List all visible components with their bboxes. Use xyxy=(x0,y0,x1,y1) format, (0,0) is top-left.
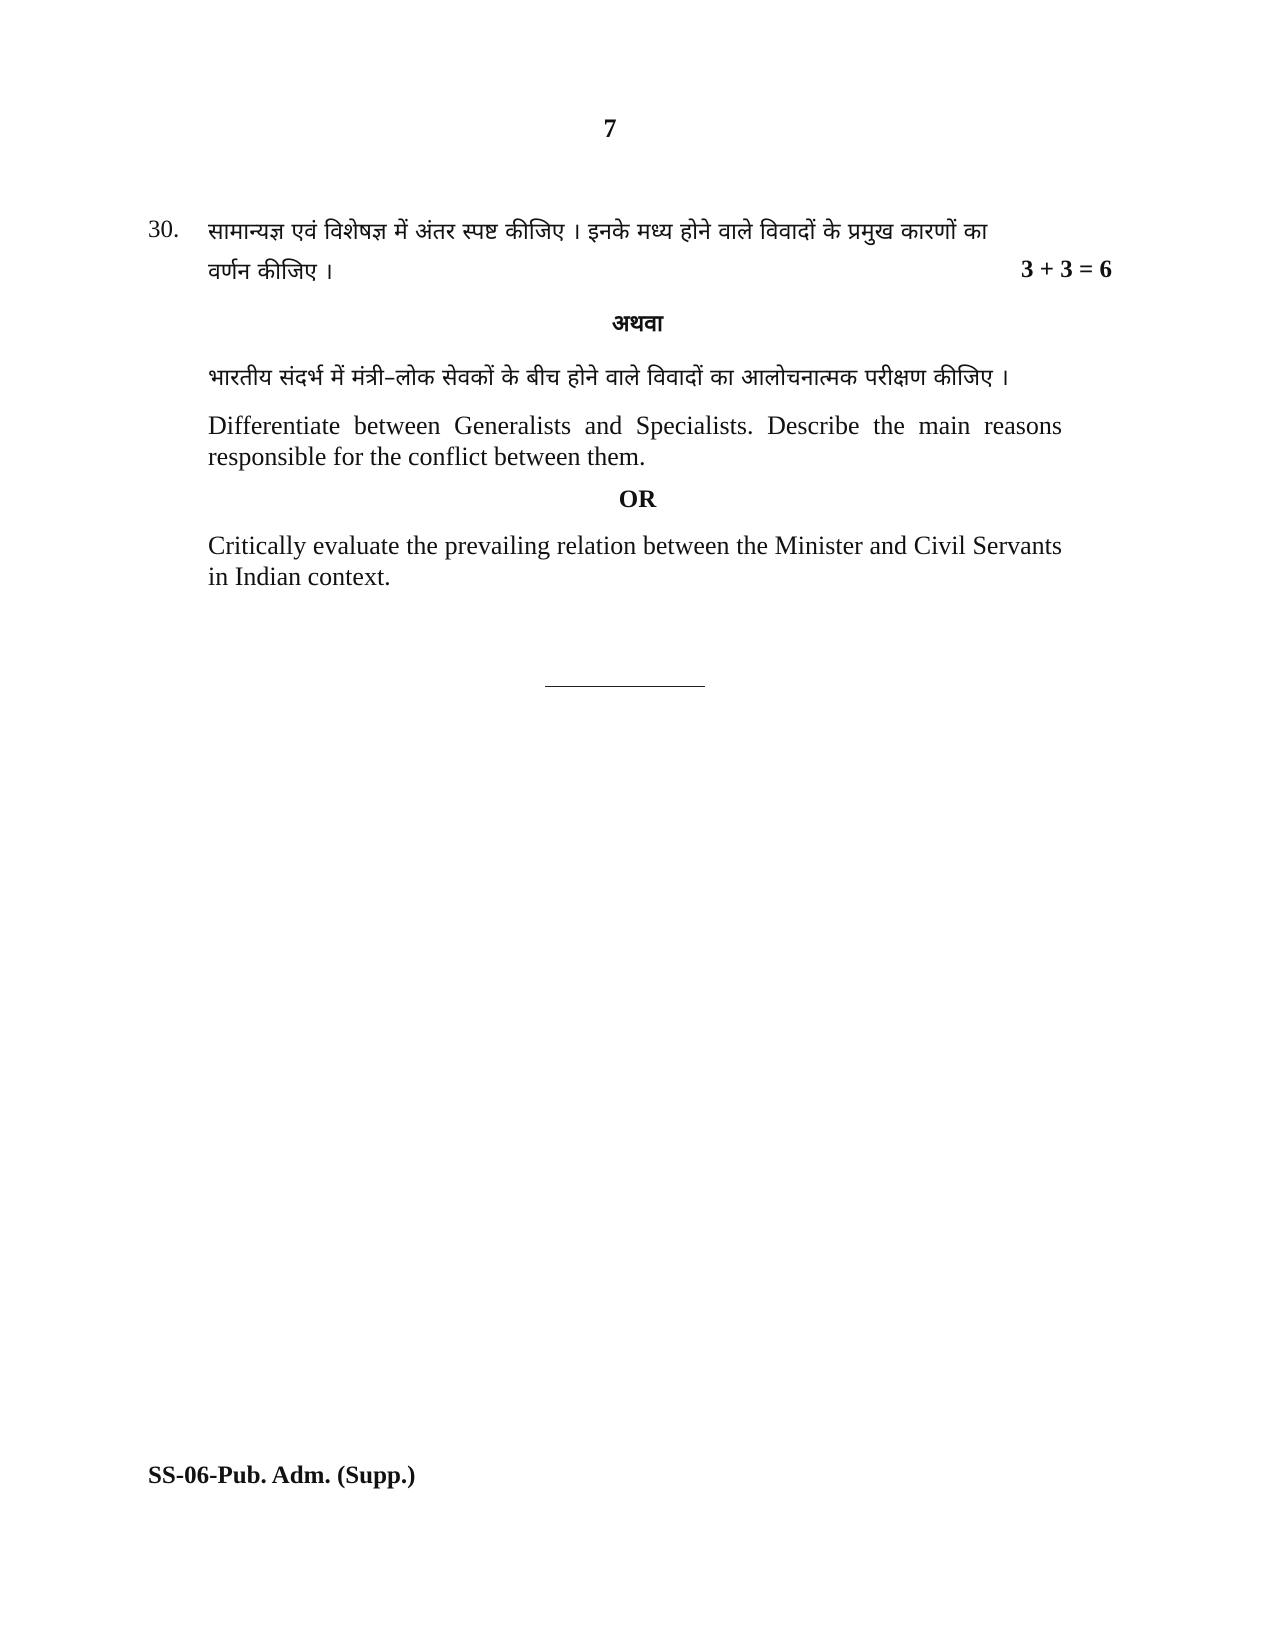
question-english: Differentiate between Generalists and Specialists. Describe the main reasons responsible for the conflict between them. xyxy=(208,411,1062,471)
end-divider xyxy=(545,686,705,687)
alternative-question-english: Critically evaluate the prevailing relation between the Minister and Civil Servants in Indian context. xyxy=(208,531,1062,591)
alternative-question-hindi: भारतीय संदर्भ में मंत्री–लोक सेवकों के बीच होने वाले विवादों का आलोचनात्मक परीक्षण कीजिए । xyxy=(208,365,1009,391)
paper-code-footer: SS-06-Pub. Adm. (Supp.) xyxy=(148,1462,416,1489)
question-hindi-line-1: सामान्यज्ञ एवं विशेषज्ञ में अंतर स्पष्ट कीजिए । इनके मध्य होने वाले विवादों के प्रमुख कारणों का xyxy=(208,219,988,245)
hindi-or-separator: अथवा xyxy=(611,311,663,337)
question-marks: 3 + 3 = 6 xyxy=(1021,256,1112,283)
question-number: 30. xyxy=(148,216,180,243)
english-or-separator: OR xyxy=(618,486,657,513)
question-hindi-line-2: वर्णन कीजिए । xyxy=(208,259,333,285)
page-number: 7 xyxy=(603,114,617,143)
